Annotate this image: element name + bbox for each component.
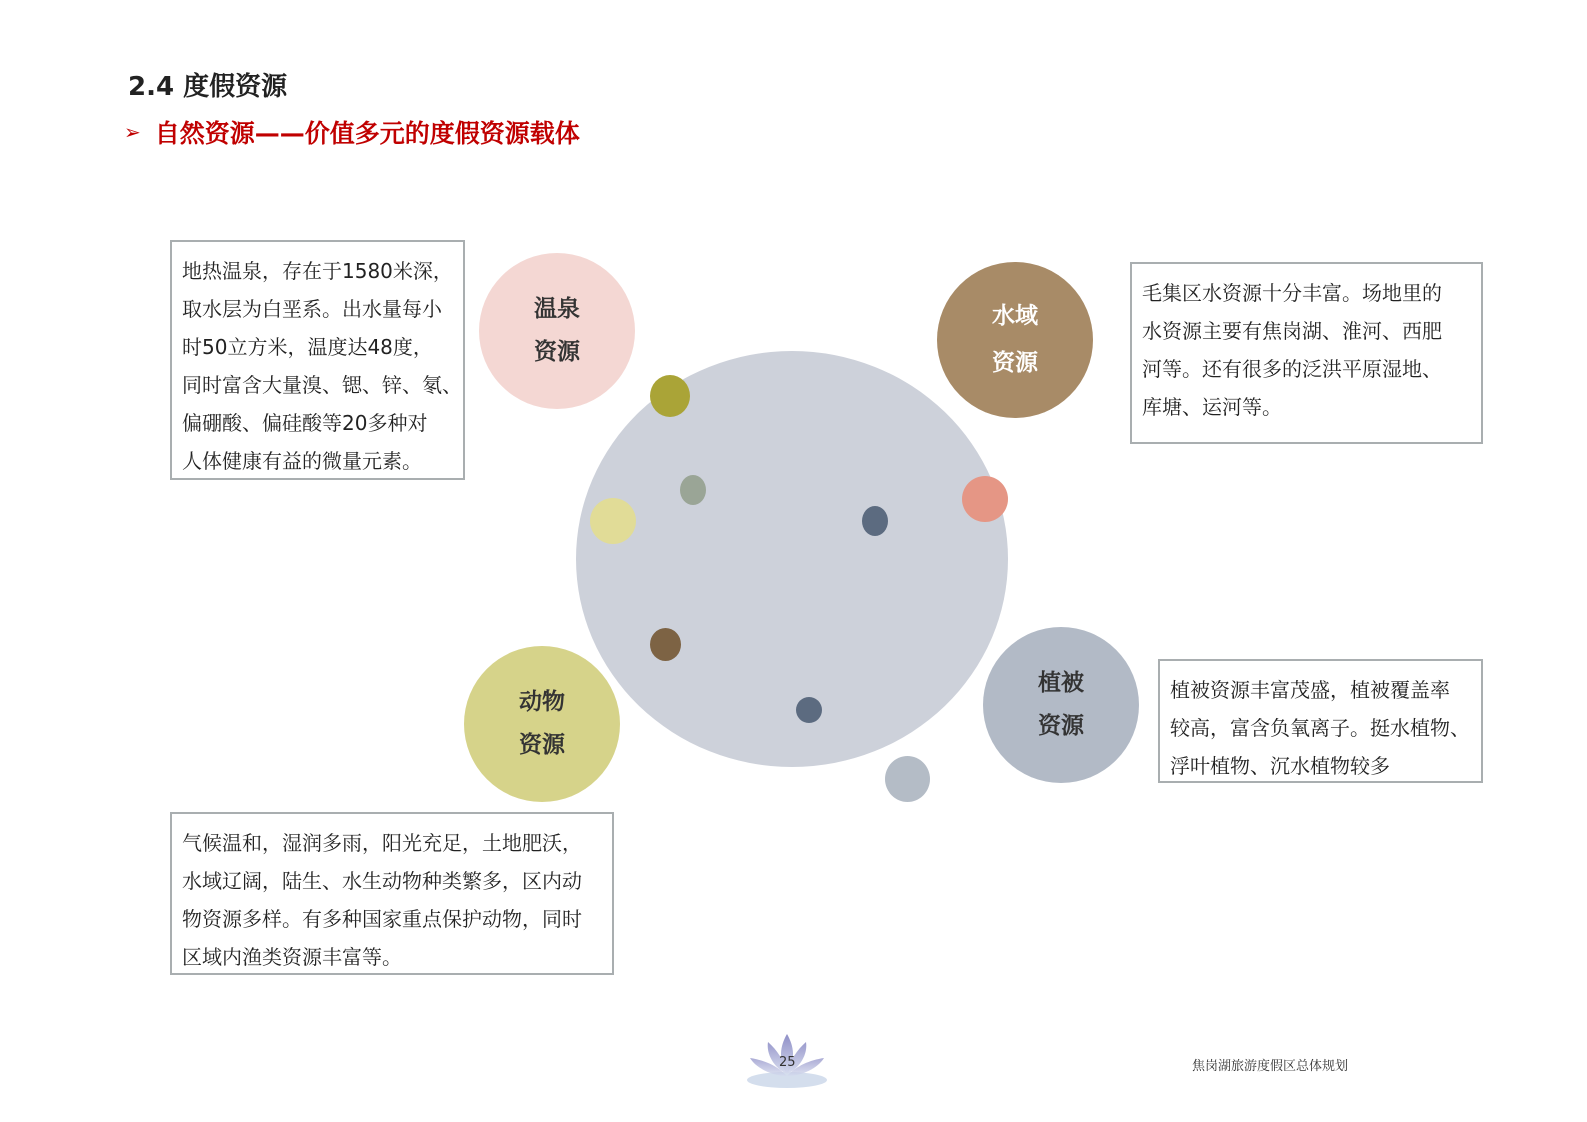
hot-spring-circle [479, 253, 635, 409]
water-description-box [1130, 262, 1483, 444]
vegetation-description-box [1158, 659, 1483, 783]
text-line: 人体健康有益的微量元素。 [182, 449, 422, 473]
brown-dot [650, 628, 681, 661]
text-line: 取水层为白垩系。出水量每小 [182, 297, 442, 321]
pale-yellow-dot [590, 498, 636, 544]
slate-dot [862, 506, 888, 536]
animal-description-box [170, 812, 614, 975]
text-line: 水资源主要有焦岗湖、淮河、西肥 [1142, 319, 1442, 343]
text-line: 植被资源丰富茂盛，植被覆盖率 [1170, 678, 1450, 702]
animal-label-line2: 资源 [519, 732, 565, 758]
center-circle [576, 351, 1008, 767]
water-circle [937, 262, 1093, 418]
hot-spring-description-box [170, 240, 465, 480]
text-line: 水域辽阔，陆生、水生动物种类繁多，区内动 [182, 869, 582, 893]
coral-dot [962, 476, 1008, 522]
grey-dot [885, 756, 930, 802]
subtitle-row [124, 114, 580, 150]
text-line: 较高，富含负氧离子。挺水植物、 [1170, 716, 1470, 740]
vegetation-circle [983, 627, 1139, 783]
animal-label-line1: 动物 [519, 689, 565, 715]
hot-spring-label-line1: 温泉 [534, 296, 580, 322]
animal-circle [464, 646, 620, 802]
vegetation-label-line1: 植被 [1038, 670, 1084, 696]
water-label-line2: 资源 [992, 350, 1038, 376]
text-line: 同时富含大量溴、锶、锌、氡、 [182, 373, 462, 397]
water-label-line1: 水域 [992, 303, 1038, 329]
text-line: 河等。还有很多的泛洪平原湿地、 [1142, 357, 1442, 381]
document-title: 焦岗湖旅游度假区总体规划 [1192, 1059, 1349, 1074]
text-line: 库塘、运河等。 [1142, 395, 1282, 419]
grey-green-dot [680, 475, 706, 505]
vegetation-label-line2: 资源 [1038, 713, 1084, 739]
olive-dot [650, 375, 690, 417]
page-number: 25 [779, 1055, 796, 1070]
text-line: 区域内渔类资源丰富等。 [182, 945, 402, 969]
subtitle: 自然资源——价值多元的度假资源载体 [154, 119, 580, 148]
dark-slate-dot [796, 697, 822, 723]
section-title: 2.4 度假资源 [128, 72, 288, 102]
arrow-bullet-icon: ➢ [124, 120, 141, 144]
text-line: 偏硼酸、偏硅酸等20多种对 [182, 411, 428, 435]
text-line: 地热温泉，存在于1580米深， [182, 259, 453, 283]
text-line: 物资源多样。有多种国家重点保护动物，同时 [182, 907, 582, 931]
text-line: 时50立方米，温度达48度， [182, 335, 433, 359]
text-line: 气候温和，湿润多雨，阳光充足，土地肥沃， [182, 831, 582, 855]
text-line: 浮叶植物、沉水植物较多 [1170, 754, 1390, 778]
text-line: 毛集区水资源十分丰富。场地里的 [1142, 281, 1442, 305]
hot-spring-label-line2: 资源 [534, 339, 580, 365]
